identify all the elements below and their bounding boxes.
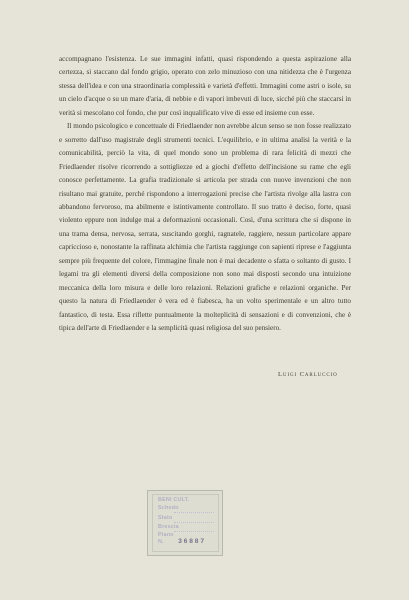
author-signature: Luigi Carluccio — [278, 371, 338, 378]
library-stamp — [147, 490, 223, 556]
stamp-rule — [174, 512, 214, 513]
stamp-line-2: Schedo — [158, 505, 179, 511]
stamp-rule — [174, 522, 214, 523]
paragraph-2: Il mondo psicologico e concettuale di Friedlaender non avrebbe alcun senso se non fosse realizzato e sorretto dall'uso magistrale degli strumenti tecnici. L'equilibrio, e in ultima analisi la verità e la comunicabilità, perciò la vita, di quel mondo sono un problema di rara felicità di mezzi che Friedlaender risolve ricorrendo a sottigliezze ed a giochi d'effetto dell'incisione su rame che egli conosce perfettamente. La grafia tradizionale si articola per strada con nuove invenzioni che non risultano mai gratuite, perché rispondono a interrogazioni precise che l'artista rivolge alla lastra con abbandono fervoroso, ma abilmente e istintivamente controllato. Il suo tratto è deciso, forte, quasi violento eppure non indulge mai a deformazioni occasionali. Così, d'una scrittura che si dispone in una trama densa, nervosa, serrata, suscitando gorghi, ragnatele, raggiere, nessun particolare appare capriccioso e, nonostante la raffinata alchimia che l'artista raggiunge con sapienti riprese e l'aggiunta sempre più frequente del colore, l'immagine finale non è mai decadente o sfatta o soltanto di gusto. I legami tra gli elementi diversi della composizione non sono mai disposti secondo una intuizione meccanica della loro misura e delle loro relazioni. Relazioni grafiche e relazioni organiche. Per questo la natura di Friedlaender è vera ed è fiabesca, ha un volto sperimentale e un altro tutto fantastico, di testa. Essa riflette puntualmente la molteplicità di sensazioni e di convenzioni, che è tipica dell'arte di Friedlaender e la semplicità quasi religiosa del suo pensiero. — [59, 122, 351, 333]
stamp-number-label: N. — [158, 539, 164, 545]
stamp-rule — [174, 531, 214, 532]
stamp-number: 36887 — [178, 538, 206, 545]
stamp-line-3: Stato — [158, 515, 173, 521]
paragraph-1: accompagnano l'esistenza. Le sue immagini infatti, quasi rispondendo a questa aspirazione alla certezza, si staccano dal fondo grigio, operato con zelo minuzioso con una nitidezza che è l'urgenza stessa dell'idea e con una straordinaria complessità e varietà d'effetti. Immagini come astri o isole, su un cielo d'acque o su un mare d'aria, di nebbie e di vapori imbevuti di luce, sicché più che staccarsi in verità si mescolano col fondo, che pur così inqualificato vive di esse ed insieme con esse. — [59, 55, 351, 117]
body-text — [59, 53, 351, 336]
stamp-line-5: Piano — [158, 532, 174, 538]
stamp-line-1: BENI CULT. — [158, 497, 190, 503]
stamp-line-4: Brescia — [158, 524, 179, 530]
